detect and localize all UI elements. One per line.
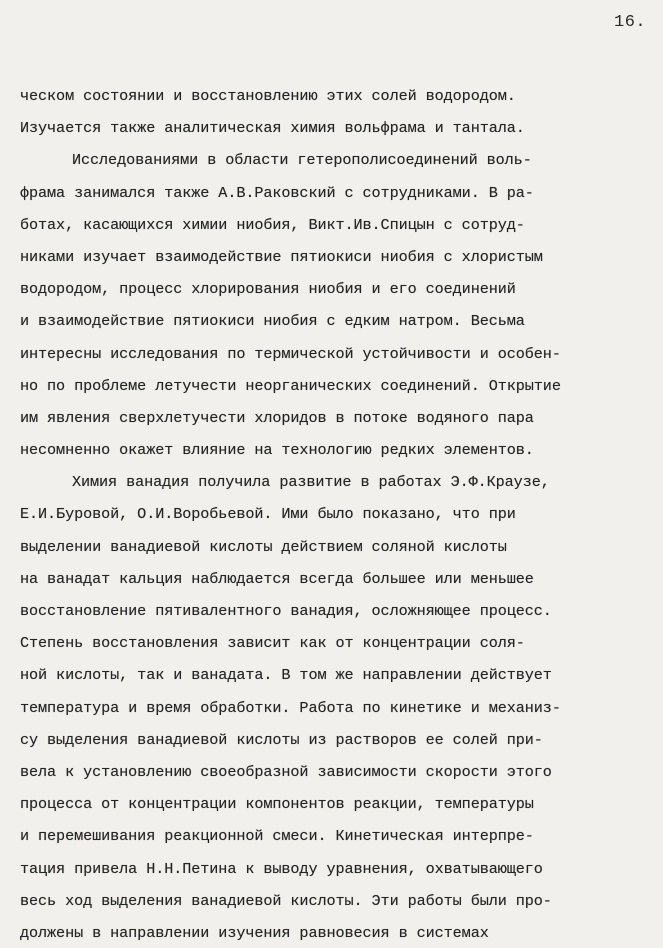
paragraph-first-line: Исследованиями в области гетерополисоединений воль-	[72, 151, 532, 170]
text-line: су выделения ванадиевой кислоты из растворов ее солей при-	[20, 730, 543, 749]
text-line: несомненно окажет влияние на технологию редких элементов.	[20, 441, 534, 460]
text-line: но по проблеме летучести неорганических соединений. Открытие	[20, 376, 561, 395]
text-line: весь ход выделения ванадиевой кислоты. Эти работы были про-	[20, 891, 552, 910]
body-text	[20, 80, 656, 948]
text-line: Е.И.Буровой, О.И.Воробьевой. Ими было показано, что при	[20, 505, 516, 524]
text-line: должены в направлении изучения равновесия в системах	[20, 923, 489, 942]
text-line: никами изучает взаимодействие пятиокиси ниобия с хлористым	[20, 247, 543, 266]
text-line: фрама занимался также А.В.Раковский с сотрудниками. В ра-	[20, 183, 534, 202]
text-line: ботах, касающихся химии ниобия, Викт.Ив.Спицын с сотруд-	[20, 215, 525, 234]
text-line: интересны исследования по термической устойчивости и особен-	[20, 344, 561, 363]
text-line: ной кислоты, так и ванадата. В том же направлении действует	[20, 666, 552, 685]
text-line: восстановление пятивалентного ванадия, осложняющее процесс.	[20, 602, 552, 620]
text-line: Изучается также аналитическая химия вольфрама и тантала.	[20, 119, 525, 138]
page-number: 16.	[614, 13, 647, 32]
text-line: на ванадат кальция наблюдается всегда большее или меньшее	[20, 569, 534, 588]
text-line: процесса от концентрации компонентов реакции, температуры	[20, 795, 534, 814]
text-line: Степень восстановления зависит как от концентрации соля-	[20, 634, 525, 653]
paragraph-first-line: Химия ванадия получила развитие в работах Э.Ф.Краузе,	[72, 473, 550, 492]
text-line: им явления сверхлетучести хлоридов в потоке водяного пара	[20, 408, 534, 427]
text-line: температура и время обработки. Работа по кинетике и механиз-	[20, 698, 561, 717]
text-line: ческом состоянии и восстановлению этих солей водородом.	[20, 87, 516, 105]
text-line: вела к установлению своеобразной зависимости скорости этого	[20, 762, 552, 781]
text-line: тация привела Н.Н.Петина к выводу уравнения, охватывающего	[20, 859, 543, 878]
text-line: и взаимодействие пятиокиси ниобия с едким натром. Весьма	[20, 312, 525, 331]
text-line: водородом, процесс хлорирования ниобия и его соединений	[20, 280, 516, 299]
text-line: выделении ванадиевой кислоты действием соляной кислоты	[20, 537, 507, 556]
text-line: и перемешивания реакционной смеси. Кинетическая интерпре-	[20, 827, 534, 846]
